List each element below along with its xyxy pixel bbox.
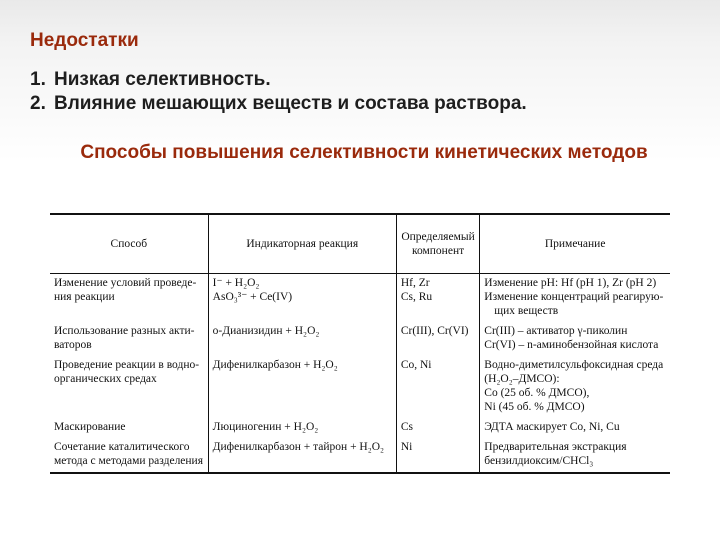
- cell-component: [396, 274, 479, 323]
- cell-note: [480, 274, 670, 323]
- cell-line: Co (25 об. % ДМСО),: [484, 387, 590, 399]
- cell-line: Изменение условий проведе-: [54, 277, 197, 289]
- list-item-number: 1.: [30, 69, 46, 90]
- cell-line: AsO₃³⁻ + Ce(IV): [212, 291, 293, 303]
- cell-line: Маскирование: [54, 421, 126, 433]
- cell-line: Cs, Ru: [400, 291, 433, 303]
- cell-line: Cr(III) – активатор γ-пиколин: [484, 325, 628, 337]
- cell-reaction: [208, 356, 396, 418]
- cell-note: [480, 418, 670, 438]
- header-method: Способ: [50, 214, 208, 274]
- cell-line: (H₂O₂–ДМСО):: [484, 373, 560, 385]
- cell-method: [50, 274, 208, 323]
- header-component: Определяемый компонент: [396, 214, 479, 274]
- table-row: [50, 274, 670, 323]
- cell-line: Изменение pH: Hf (pH 1), Zr (pH 2): [484, 277, 657, 289]
- cell-line: метода с методами разделения: [54, 455, 204, 467]
- table-row: [50, 322, 670, 356]
- table-header-row: [50, 214, 670, 274]
- cell-line: щих веществ: [494, 305, 559, 317]
- cell-component: [396, 322, 479, 356]
- cell-line: Cs: [400, 421, 413, 433]
- header-note: Примечание: [480, 214, 670, 274]
- list-item: [30, 68, 527, 92]
- table-row: [50, 438, 670, 473]
- cell-line: Cr(III), Cr(VI): [400, 325, 469, 337]
- cell-line: бензилдиоксим/CHCl₃: [484, 455, 594, 467]
- cell-reaction: [208, 322, 396, 356]
- cell-method: [50, 438, 208, 473]
- cell-line: Использование разных акти-: [54, 325, 195, 337]
- list-item-number: 2.: [30, 93, 46, 114]
- cell-method: [50, 356, 208, 418]
- cell-line: o-Дианизидин + H₂O₂: [212, 325, 320, 337]
- cell-line: Cr(VI) – n-аминобензойная кислота: [484, 339, 659, 351]
- header-reaction: Индикаторная реакция: [208, 214, 396, 274]
- cell-line: I⁻ + H₂O₂: [212, 277, 260, 289]
- cell-note: [480, 356, 670, 418]
- cell-line: Проведение реакции в водно-: [54, 359, 200, 371]
- section-subtitle: Способы повышения селективности кинетических методов: [80, 142, 648, 163]
- cell-line: Водно-диметилсульфоксидная среда: [484, 359, 664, 371]
- cell-reaction: [208, 274, 396, 323]
- cell-line: органических средах: [54, 373, 157, 385]
- cell-line: Предварительная экстракция: [484, 441, 627, 453]
- cell-reaction: [208, 418, 396, 438]
- methods-table: [50, 213, 670, 474]
- cell-line: Co, Ni: [400, 359, 432, 371]
- list-item-text: Влияние мешающих веществ и состава раствора.: [54, 93, 527, 114]
- cell-line: Сочетание каталитического: [54, 441, 190, 453]
- cell-line: Дифенилкарбазон + H₂O₂: [212, 359, 338, 371]
- cell-line: ЭДТА маскирует Co, Ni, Cu: [484, 421, 620, 433]
- cell-component: [396, 356, 479, 418]
- scanned-table-image: [44, 205, 678, 520]
- cell-line: Hf, Zr: [400, 277, 430, 289]
- cell-line: Ni: [400, 441, 413, 453]
- cell-method: [50, 322, 208, 356]
- cell-line: Люциногенин + H₂O₂: [212, 421, 319, 433]
- cell-line: Дифенилкарбазон + тайрон + H₂O₂: [212, 441, 385, 453]
- table-row: [50, 356, 670, 418]
- cell-component: [396, 438, 479, 473]
- disadvantages-list: [30, 68, 527, 116]
- heading-disadvantages: Недостатки: [30, 30, 139, 51]
- cell-reaction: [208, 438, 396, 473]
- cell-note: [480, 322, 670, 356]
- cell-line: ния реакции: [54, 291, 115, 303]
- cell-line: Ni (45 об. % ДМСО): [484, 401, 585, 413]
- cell-line: Изменение концентраций реагирую-: [484, 291, 664, 303]
- cell-component: [396, 418, 479, 438]
- cell-line: ваторов: [54, 339, 92, 351]
- table-row: [50, 418, 670, 438]
- cell-note: [480, 438, 670, 473]
- list-item: [30, 92, 527, 116]
- list-item-text: Низкая селективность.: [54, 69, 271, 90]
- cell-method: [50, 418, 208, 438]
